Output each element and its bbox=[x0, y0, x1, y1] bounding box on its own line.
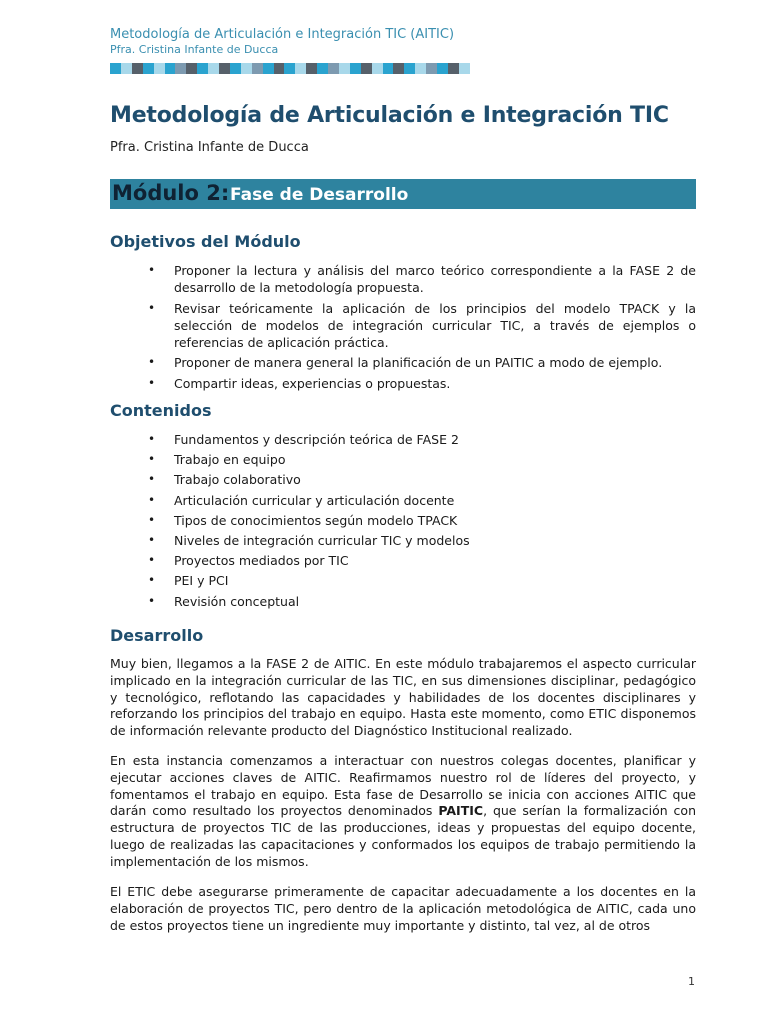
decorative-square bbox=[295, 63, 306, 74]
document-author: Pfra. Cristina Infante de Ducca bbox=[110, 140, 309, 155]
list-item: • Proponer de manera general la planificación de un PAITIC a modo de ejemplo. bbox=[110, 354, 696, 371]
desarrollo-heading: Desarrollo bbox=[110, 626, 204, 645]
module-label: Módulo 2: bbox=[112, 181, 230, 205]
desarrollo-paragraph-3: El ETIC debe asegurarse primeramente de capacitar adecuadamente a los docentes en la elaboración de proyectos TIC, pero dentro de la aplicación metodológica de AITIC, cada uno de estos proyectos tiene un ingrediente muy importante y distinto, tal vez, al de otros bbox=[110, 884, 696, 933]
decorative-square bbox=[328, 63, 339, 74]
decorative-square bbox=[317, 63, 328, 74]
decorative-square bbox=[219, 63, 230, 74]
decorative-square bbox=[437, 63, 448, 74]
list-item: • Trabajo colaborativo bbox=[110, 471, 696, 488]
decorative-square bbox=[448, 63, 459, 74]
decorative-square bbox=[361, 63, 372, 74]
decorative-square bbox=[393, 63, 404, 74]
decorative-square bbox=[121, 63, 132, 74]
decorative-square bbox=[426, 63, 437, 74]
paragraph-text: , que serían la formalización con estructura de proyectos TIC de las producciones, ideas y propuestas del equipo docente, luego de realizadas las capacitaciones y conformados los equipos de trabajo permitiendo la implementación de los mismos. bbox=[110, 803, 696, 869]
document-title: Metodología de Articulación e Integración TIC bbox=[110, 103, 669, 128]
header-title: Metodología de Articulación e Integración TIC (AITIC) bbox=[110, 27, 455, 42]
list-item: • Revisión conceptual bbox=[110, 593, 696, 610]
list-item: • Fundamentos y descripción teórica de FASE 2 bbox=[110, 431, 696, 448]
objetivos-list bbox=[110, 262, 696, 395]
decorative-square bbox=[175, 63, 186, 74]
list-item: • Tipos de conocimientos según modelo TPACK bbox=[110, 512, 696, 529]
decorative-square bbox=[284, 63, 295, 74]
list-item: • Articulación curricular y articulación docente bbox=[110, 492, 696, 509]
decorative-square bbox=[143, 63, 154, 74]
decorative-square bbox=[241, 63, 252, 74]
decorative-square bbox=[186, 63, 197, 74]
decorative-square bbox=[306, 63, 317, 74]
decorative-square bbox=[263, 63, 274, 74]
paragraph-text: En esta instancia comenzamos a interactuar con nuestros colegas docentes, planificar y ejecutar acciones claves de AITIC. Reafirmamos nuestro rol de líderes del proyecto, y fomentamos el trabajo en equipo. Esta fase de Desarrollo se inicia con acciones AITIC que darán como resultado los proyectos denominados bbox=[110, 753, 696, 819]
header-decorative-squares bbox=[110, 63, 470, 74]
paitic-term: PAITIC bbox=[438, 803, 484, 819]
decorative-square bbox=[110, 63, 121, 74]
decorative-square bbox=[339, 63, 350, 74]
decorative-square bbox=[372, 63, 383, 74]
page-number: 1 bbox=[688, 975, 695, 988]
objetivos-heading: Objetivos del Módulo bbox=[110, 232, 301, 251]
decorative-square bbox=[459, 63, 470, 74]
list-item: • Proponer la lectura y análisis del marco teórico correspondiente a la FASE 2 de desarrollo de la metodología propuesta. bbox=[110, 262, 696, 296]
contenidos-list bbox=[110, 431, 696, 613]
decorative-square bbox=[404, 63, 415, 74]
decorative-square bbox=[197, 63, 208, 74]
desarrollo-paragraph-2 bbox=[110, 753, 696, 871]
list-item: • Compartir ideas, experiencias o propuestas. bbox=[110, 375, 696, 392]
list-item: • Trabajo en equipo bbox=[110, 451, 696, 468]
module-phase: Fase de Desarrollo bbox=[230, 185, 409, 205]
module-banner bbox=[110, 179, 696, 209]
decorative-square bbox=[132, 63, 143, 74]
list-item: • Niveles de integración curricular TIC y modelos bbox=[110, 532, 696, 549]
contenidos-heading: Contenidos bbox=[110, 401, 212, 420]
list-item: • Revisar teóricamente la aplicación de los principios del modelo TPACK y la selección de modelos de integración curricular TIC, a través de ejemplos o referencias de aplicación práctica. bbox=[110, 300, 696, 351]
decorative-square bbox=[415, 63, 426, 74]
decorative-square bbox=[252, 63, 263, 74]
list-item: • PEI y PCI bbox=[110, 572, 696, 589]
desarrollo-paragraph-1: Muy bien, llegamos a la FASE 2 de AITIC. En este módulo trabajaremos el aspecto curricular implicado en la integración curricular de las TIC, en sus dimensiones disciplinar, pedagógico y tecnológico, reflotando las capacidades y habilidades de los docentes disciplinares y reforzando los principios del trabajo en equipo. Hasta este momento, como ETIC disponemos de información relevante producto del Diagnóstico Institucional realizado. bbox=[110, 656, 696, 739]
list-item: • Proyectos mediados por TIC bbox=[110, 552, 696, 569]
decorative-square bbox=[350, 63, 361, 74]
header-subtitle: Pfra. Cristina Infante de Ducca bbox=[110, 43, 279, 56]
decorative-square bbox=[208, 63, 219, 74]
decorative-square bbox=[154, 63, 165, 74]
decorative-square bbox=[230, 63, 241, 74]
